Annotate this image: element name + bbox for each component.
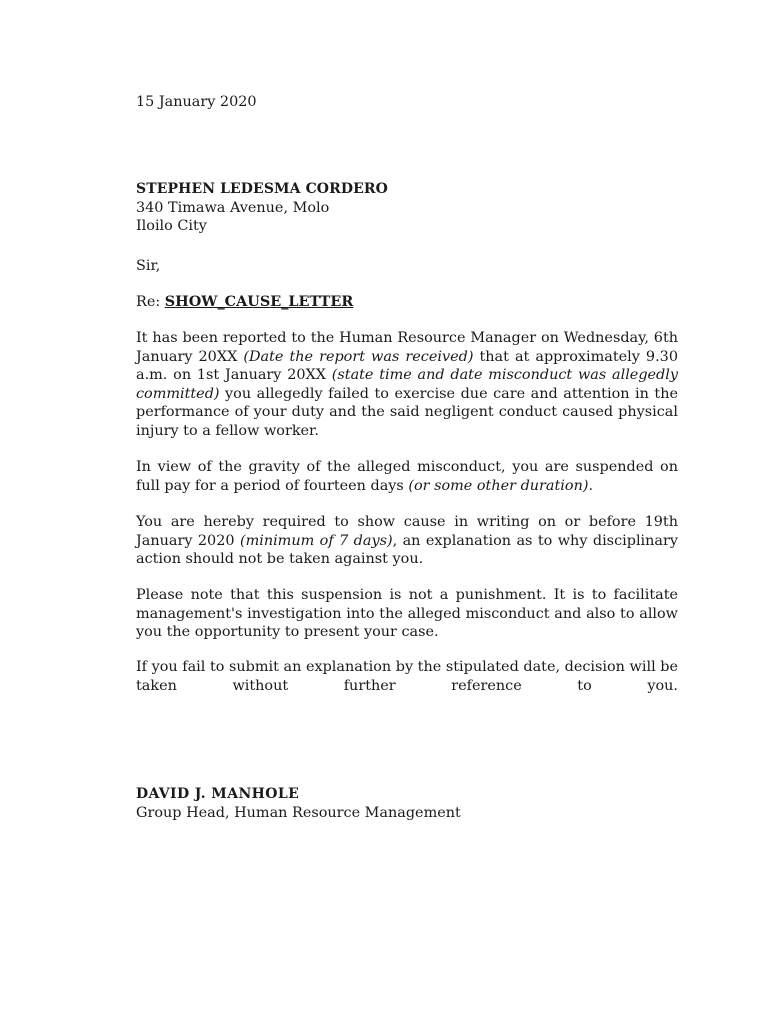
- paragraph-note: (state time and date misconduct was allegedly committed): [136, 367, 678, 402]
- addressee-block: [136, 180, 678, 236]
- re-label: Re:: [136, 294, 161, 310]
- paragraph-note-not-punishment: Please note that this suspension is not a punishment. It is to facilitate management's investigation into the alleged misconduct and also to allow you the opportunity to present your case.: [136, 587, 678, 640]
- signatory-name: DAVID J. MANHOLE: [136, 786, 300, 802]
- letter-date: 15 January 2020: [136, 94, 257, 110]
- paragraph-note: (or some other duration): [408, 477, 589, 494]
- paragraph-text: It has been reported to the Human Resource Manager on Wednesday, 6th January 20XX: [136, 330, 678, 365]
- addressee-address-line2: Iloilo City: [136, 218, 207, 234]
- paragraph-text: you allegedly failed to exercise due care and attention in the performance of your duty and the said negligent conduct caused physical injury to a fellow worker.: [136, 385, 678, 439]
- paragraph-suspension: [136, 458, 678, 495]
- paragraph-show-cause: [136, 513, 678, 569]
- paragraph-note: (minimum of 7 days): [239, 532, 393, 549]
- addressee-name: STEPHEN LEDESMA CORDERO: [136, 181, 388, 197]
- subject-line: [136, 293, 678, 312]
- addressee-address-line1: 340 Timawa Avenue, Molo: [136, 199, 330, 216]
- paragraph-text: that at approximately 9.30 a.m. on 1st January 20XX: [136, 348, 678, 383]
- paragraph-consequence: If you fail to submit an explanation by the stipulated date, decision will be taken without further reference to you.: [136, 659, 678, 694]
- paragraph-note: (Date the report was received): [243, 348, 474, 365]
- signatory-block: [136, 785, 678, 822]
- salutation: Sir,: [136, 258, 161, 274]
- paragraph-report: [136, 329, 678, 440]
- paragraph-text: You are hereby required to show cause in writing on or before 19th January 2020: [136, 514, 678, 549]
- paragraph-text: .: [588, 477, 594, 494]
- paragraph-text: In view of the gravity of the alleged misconduct, you are suspended on full pay for a period of fourteen days: [136, 459, 678, 494]
- subject-title: SHOW_CAUSE_LETTER: [164, 293, 354, 310]
- paragraph-text: , an explanation as to why disciplinary action should not be taken against you.: [136, 532, 679, 567]
- signatory-title: Group Head, Human Resource Management: [136, 804, 461, 821]
